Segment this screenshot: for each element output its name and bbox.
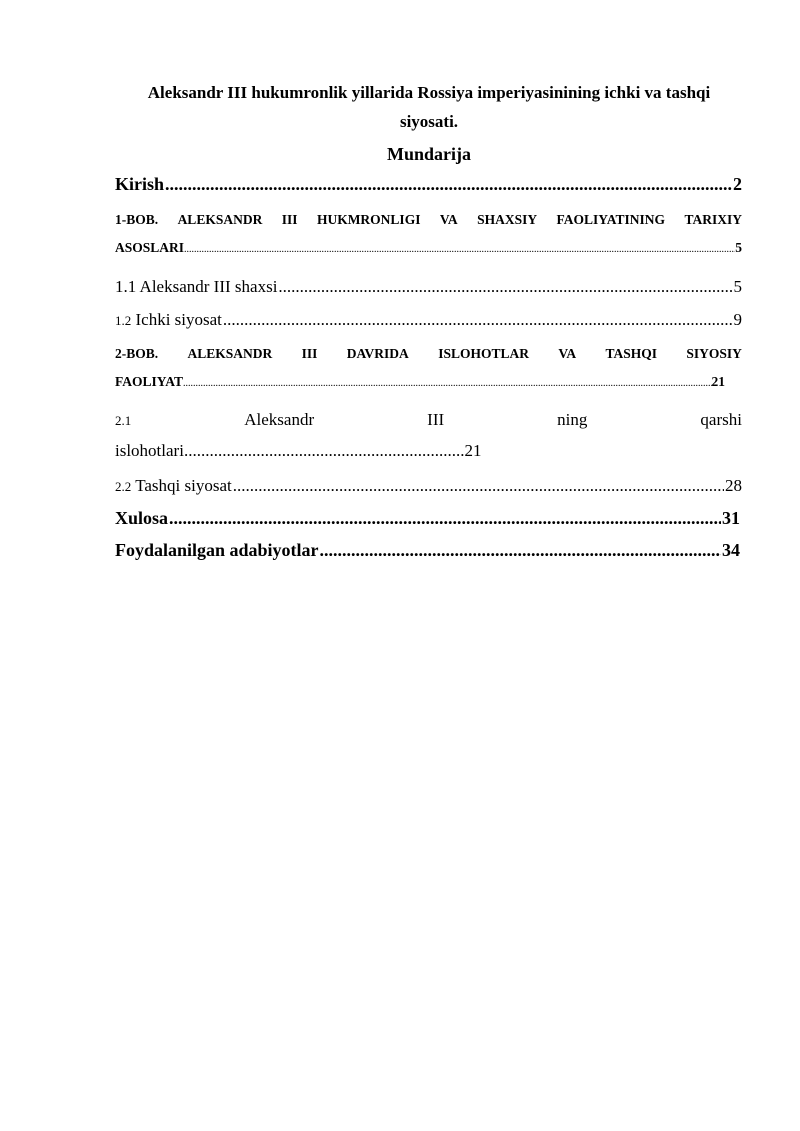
toc-page-number: 31 bbox=[722, 508, 740, 528]
toc-label: islohotlari bbox=[115, 441, 184, 460]
chapter-title-line-2 bbox=[115, 374, 725, 390]
chapter-word: SIYOSIY bbox=[686, 346, 742, 361]
dot-leader bbox=[183, 378, 711, 389]
toc-label: FAOLIYAT bbox=[115, 374, 184, 389]
dot-leader bbox=[169, 508, 721, 529]
toc-entry-2-2[interactable] bbox=[115, 476, 742, 496]
toc-label: 1.1 Aleksandr III shaxsi bbox=[115, 277, 278, 296]
chapter-word: VA bbox=[558, 346, 577, 361]
toc-label: Kirish bbox=[115, 174, 165, 194]
section-number: 1.2 bbox=[115, 313, 132, 328]
chapter-title-line bbox=[115, 346, 742, 362]
title-line-2: siyosati. bbox=[399, 112, 459, 131]
toc-page-number: 5 bbox=[735, 240, 742, 255]
chapter-word: FAOLIYATINING bbox=[556, 212, 666, 227]
section-word: Aleksandr bbox=[244, 410, 315, 429]
toc-page-number: 21 bbox=[711, 374, 725, 389]
chapter-word: SHAXSIY bbox=[477, 212, 538, 227]
toc-entry-2-1[interactable] bbox=[115, 410, 742, 430]
toc-entry-1-2[interactable] bbox=[115, 310, 742, 330]
section-word: ning bbox=[557, 410, 588, 429]
toc-entry-2-1-line-2[interactable] bbox=[115, 441, 481, 461]
chapter-word: TARIXIY bbox=[684, 212, 742, 227]
chapter-word: ISLOHOTLAR bbox=[438, 346, 529, 361]
chapter-word: ALEKSANDR bbox=[187, 346, 273, 361]
chapter-word: III bbox=[301, 346, 318, 361]
section-word: III bbox=[427, 410, 445, 429]
dot-leader bbox=[278, 277, 732, 297]
chapter-word: 1-BOB. bbox=[115, 212, 159, 227]
dot-leader bbox=[320, 540, 721, 561]
toc-entry-1-1[interactable] bbox=[115, 277, 742, 297]
toc-entry-kirish[interactable] bbox=[115, 174, 742, 195]
chapter-word: ALEKSANDR bbox=[177, 212, 263, 227]
dot-leader bbox=[184, 244, 735, 255]
toc-entry-chapter-2[interactable] bbox=[115, 346, 742, 390]
chapter-title-line bbox=[115, 212, 742, 228]
toc-label: Ichki siyosat bbox=[131, 310, 222, 329]
chapter-word: VA bbox=[439, 212, 458, 227]
chapter-word: TASHQI bbox=[605, 346, 657, 361]
toc-label: Tashqi siyosat bbox=[131, 476, 232, 495]
contents-heading: Mundarija bbox=[386, 144, 471, 164]
title-line-1: Aleksandr III hukumronlik yillarida Rossiya imperiyasinining ichki va tashqi bbox=[147, 83, 711, 102]
document-title bbox=[116, 78, 742, 136]
toc-page-number: 34 bbox=[722, 540, 740, 560]
chapter-word: III bbox=[281, 212, 298, 227]
section-number: 2.1 bbox=[115, 413, 132, 428]
chapter-word: 2-BOB. bbox=[115, 346, 159, 361]
dot-leader bbox=[233, 476, 724, 496]
section-number: 2.2 bbox=[115, 479, 132, 494]
toc-label: Xulosa bbox=[115, 508, 169, 528]
toc-label: ASOSLARI bbox=[115, 240, 185, 255]
dot-leader bbox=[165, 174, 732, 195]
toc-label: Foydalanilgan adabiyotlar bbox=[115, 540, 319, 560]
toc-entry-chapter-1[interactable] bbox=[115, 212, 742, 256]
toc-page-number: 9 bbox=[733, 310, 742, 329]
toc-page-number: 28 bbox=[725, 476, 742, 495]
toc-page-number: 5 bbox=[733, 277, 742, 296]
chapter-title-line-2 bbox=[115, 240, 742, 256]
toc-page-number: 21 bbox=[464, 441, 482, 460]
dot-leader: .................................................................. bbox=[183, 441, 465, 460]
dot-leader bbox=[223, 310, 733, 330]
toc-entry-xulosa[interactable] bbox=[115, 508, 740, 529]
toc-page-number: 2 bbox=[733, 174, 742, 194]
chapter-word: HUKMRONLIGI bbox=[316, 212, 421, 227]
chapter-word: DAVRIDA bbox=[346, 346, 409, 361]
toc-entry-adabiyotlar[interactable] bbox=[115, 540, 740, 561]
section-word: qarshi bbox=[700, 410, 742, 429]
